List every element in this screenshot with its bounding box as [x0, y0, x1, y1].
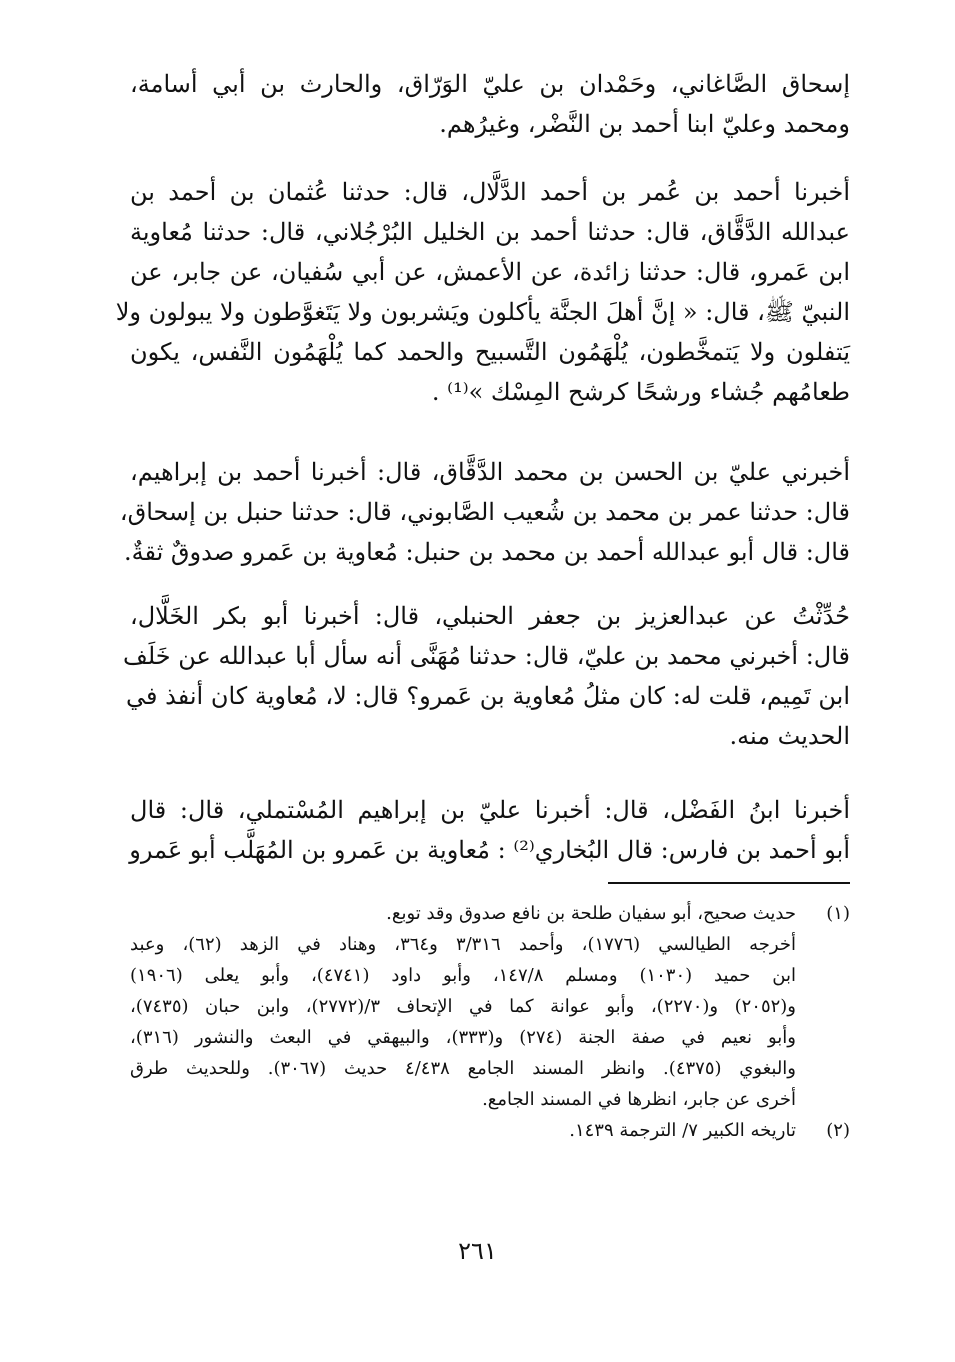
- text-line: قال: قال أبو عبدالله أحمد بن محمد بن حنبل: مُعاوية بن عَمرو صدوقٌ ثقةٌ.: [123, 538, 850, 566]
- footnote-text: تاريخه الكبير ٧/ الترجمة ١٤٣٩.: [569, 1120, 796, 1141]
- text-line: طعامُهم جُشاء ورشحًا كرشح المِسْك »⁽¹⁾ .: [431, 378, 850, 406]
- text-line: أبو أحمد بن فارس: قال البُخاري⁽²⁾ : مُعاوية بن عَمرو بن المُهَلَّب أبو عَمرو: [129, 836, 850, 864]
- footnote-line: أخرى عن جابر، انظرها في المسند الجامع.: [482, 1089, 796, 1110]
- page-number: ٢٦١: [458, 1237, 497, 1265]
- text-line: قال: حدثنا عمر بن محمد بن شُعيب الصَّابوني، قال: حدثنا حنبل بن إسحاق،: [119, 498, 850, 526]
- text-line: النبيّ ﷺ، قال: « إنَّ أهلَ الجنَّة يأكلون ويَشربون ولا يَتَغوَّطون ولا يبولون ولا: [115, 298, 850, 326]
- text-line: ابن عَمرو، قال: حدثنا زائدة، عن الأعمش، عن أبي سُفيان، عن جابر، عن: [130, 258, 850, 286]
- paragraph-4: [123, 596, 850, 756]
- text-line: قال: أخبرني محمد بن عليّ، قال: حدثنا مُهَنَّى أنه سأل أبا عبدالله عن خَلَف: [123, 642, 850, 670]
- footnote-divider: [608, 882, 850, 884]
- footnote-line: وأبو نعيم في صفة الجنة (٢٧٤) و(٣٣٣)، والبيهقي في البعث والنشور (٣١٦)،: [130, 1027, 796, 1048]
- footnote-2: [130, 1115, 850, 1146]
- footnotes: [130, 898, 850, 1146]
- text-line: إسحاق الصَّاغاني، وحَمْدان بن عليّ الوَرّاق، والحارث بن أبي أسامة،: [130, 70, 850, 98]
- paragraph-5: [130, 790, 850, 870]
- footnote-number: (١): [826, 903, 850, 924]
- paragraph-2: [115, 172, 850, 412]
- text-line: حُدِّثْتُ عن عبدالعزيز بن جعفر الحنبلي، قال: أخبرنا أبو بكر الخَلَّال،: [130, 602, 850, 630]
- paragraph-1: [130, 64, 850, 144]
- text-line: أخبرني عليّ بن الحسن بن محمد الدَّقَّاق، قال: أخبرنا أحمد بن إبراهيم،: [130, 458, 850, 486]
- text-line: أخبرنا ابنُ الفَضْل، قال: أخبرنا عليّ بن إبراهيم المُسْتملي، قال: قال: [130, 796, 850, 824]
- text-line: ومحمد وعليّ ابنا أحمد بن النَّضْر، وغيرُهم.: [439, 110, 850, 138]
- footnote-1: [130, 898, 850, 929]
- footnote-line: ابن حميد (١٠٣٠) ومسلم ١٤٧/٨، وأبو داود (٤٧٤١)، وأبو يعلى (١٩٠٦): [130, 965, 797, 986]
- footnote-text: حديث صحيح، أبو سفيان طلحة بن نافع صدوق وقد توبع.: [386, 903, 796, 924]
- text-line: الحديث منه.: [729, 722, 850, 750]
- text-line: يَتفلون ولا يَتمخَّطون، يُلْهَمُون التَّسبيح والحمد كما يُلْهَمُون النَّفس، يكون: [130, 338, 850, 366]
- paragraph-3: [119, 452, 850, 572]
- footnote-number: (٢): [826, 1120, 850, 1141]
- text-line: ابن تَمِيم، قلت له: كان مثلُ مُعاوية بن عَمرو؟ قال: لا، مُعاوية كان أنفذ في: [126, 682, 850, 710]
- footnote-line: والبغوي (٤٣٧٥). وانظر المسند الجامع ٤/٤٣٨ حديث (٣٠٦٧). وللحديث طرق: [130, 1058, 796, 1079]
- footnote-line: أخرجه الطيالسي (١٧٧٦)، وأحمد ٣/٣١٦ و٣٦٤، وهناد في الزهد (٦٢)، وعبد: [130, 934, 796, 955]
- footnote-line: و(٢٠٥٢) و(٢٢٧٠)، وأبو عوانة كما في الإتحاف ٣/(٢٧٧٢)، وابن حبان (٧٤٣٥)،: [130, 996, 796, 1017]
- text-line: عبدالله الدَّقَّاق، قال: حدثنا أحمد بن الخليل البُرْجُلاني، قال: حدثنا مُعاوية: [130, 218, 850, 246]
- text-line: أخبرنا أحمد بن عُمر بن أحمد الدَّلَّال، قال: حدثنا عُثمان بن أحمد بن: [130, 178, 850, 206]
